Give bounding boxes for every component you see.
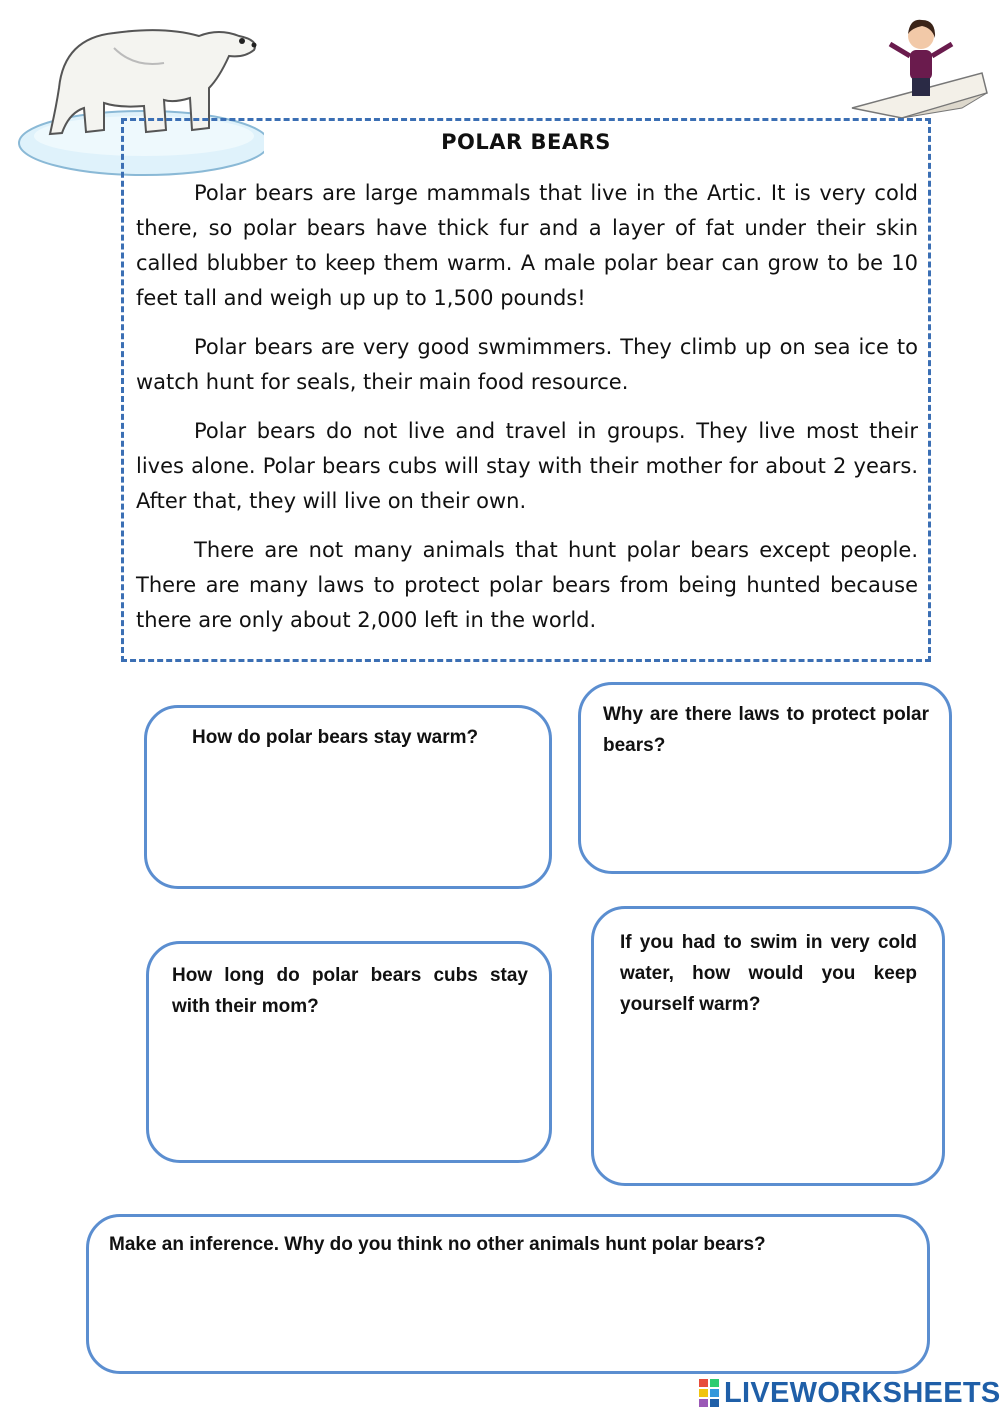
question-5: Make an inference. Why do you think no other animals hunt polar bears? (109, 1234, 766, 1255)
paragraph-1: Polar bears are large mammals that live in the Artic. It is very cold there, so polar bears have thick fur and a layer of fat under their skin called blubber to keep them warm. A male polar bear can grow to be 10 feet tall and weigh up up to 1,500 pounds! (136, 181, 918, 310)
question-1: How do polar bears stay warm? (192, 727, 479, 748)
brand-text: LIVEWORKSHEETS (724, 1376, 1000, 1409)
girl-on-paper-plane-illustration (842, 8, 992, 120)
liveworksheets-logo-icon (698, 1378, 720, 1408)
brand-footer (698, 1375, 1000, 1411)
question-4: If you had to swim in very cold water, how would you keep yourself warm? (620, 932, 917, 1015)
reading-passage (136, 176, 918, 652)
paragraph-2: Polar bears are very good swmimmers. They climb up on sea ice to watch hunt for seals, their main food resource. (136, 335, 918, 394)
question-3: How long do polar bears cubs stay with their mom? (172, 965, 528, 1017)
paragraph-4: There are not many animals that hunt polar bears except people. There are many laws to protect polar bears from being hunted because there are only about 2,000 left in the world. (136, 538, 918, 632)
paragraph-3: Polar bears do not live and travel in groups. They live most their lives alone. Polar bears cubs will stay with their mother for about 2 years. After that, they will live on their own. (136, 419, 918, 513)
page-title: POLAR BEARS (441, 130, 611, 154)
question-2: Why are there laws to protect polar bears? (603, 704, 929, 756)
